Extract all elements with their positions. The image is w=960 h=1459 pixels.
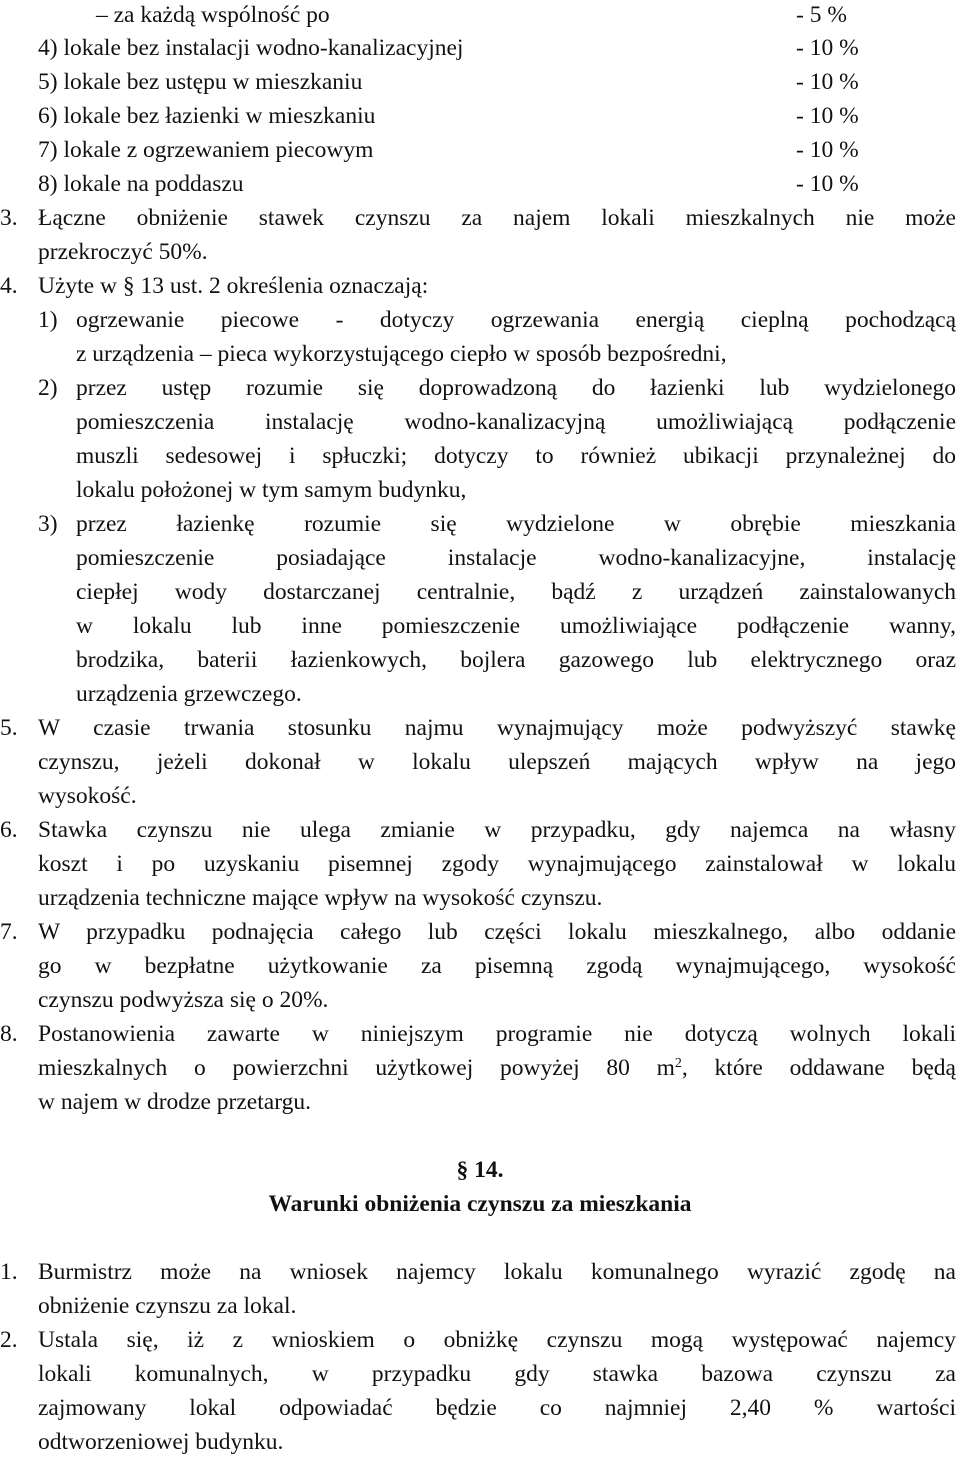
rate-item-label: 6) lokale bez łazienki w mieszkaniu <box>38 103 376 129</box>
definition-number: 1) <box>38 307 58 333</box>
definition-line: brodzika, baterii łazienkowych, bojlera gazowego lub elektrycznego oraz <box>76 647 956 673</box>
superscript: 2 <box>674 1056 682 1071</box>
paragraph-line: czynszu podwyższa się o 20%. <box>38 987 329 1013</box>
paragraph-line: Ustala się, iż z wnioskiem o obniżkę czynszu mogą występować najemcy <box>38 1327 956 1353</box>
rate-item-value: - 10 % <box>796 69 859 95</box>
paragraph-line: czynszu, jeżeli dokonał w lokalu ulepszeń mających wpływ na jego <box>38 749 956 775</box>
definition-line: przez ustęp rozumie się doprowadzoną do łazienki lub wydzielonego <box>76 375 956 401</box>
definition-number: 2) <box>38 375 58 401</box>
paragraph-line: przekroczyć 50%. <box>38 239 208 265</box>
definition-line: z urządzenia – pieca wykorzystującego ciepło w sposób bezpośredni, <box>76 341 727 367</box>
rate-item-value: - 10 % <box>796 137 859 163</box>
paragraph-line: obniżenie czynszu za lokal. <box>38 1293 297 1319</box>
paragraph-line: w najem w drodze przetargu. <box>38 1089 311 1115</box>
section-number: 14. <box>474 1157 504 1183</box>
point-number: 6. <box>0 817 18 843</box>
definition-line: przez łazienkę rozumie się wydzielone w obrębie mieszkania <box>76 511 956 537</box>
rate-item-label: – za każdą wspólność po <box>96 2 330 28</box>
paragraph-line: urządzenia techniczne mające wpływ na wysokość czynszu. <box>38 885 603 911</box>
section-title: Warunki obniżenia czynszu za mieszkania <box>268 1191 692 1217</box>
point-number: 5. <box>0 715 18 741</box>
line-text: , które oddawane będą <box>681 1055 956 1081</box>
definition-line: muszli sedesowej i spłuczki; dotyczy to również ubikacji przynależnej do <box>76 443 956 469</box>
paragraph-line: zajmowany lokal odpowiadać będzie co najmniej 2,40 % wartości <box>38 1395 956 1421</box>
point-number: 8. <box>0 1021 18 1047</box>
definition-line: ogrzewanie piecowe - dotyczy ogrzewania energią cieplną pochodzącą <box>76 307 956 333</box>
intro-text: 13 ust. 2 określenia oznaczają: <box>140 273 429 299</box>
rate-item-label: 7) lokale z ogrzewaniem piecowym <box>38 137 374 163</box>
paragraph-line: odtworzeniowej budynku. <box>38 1429 284 1455</box>
section-sign: § <box>122 273 135 299</box>
rate-item-label: 4) lokale bez instalacji wodno-kanalizacyjnej <box>38 35 464 61</box>
rate-item-value: - 10 % <box>796 35 859 61</box>
definition-line: w lokalu lub inne pomieszczenie umożliwiające podłączenie wanny, <box>76 613 956 639</box>
paragraph-line: Łączne obniżenie stawek czynszu za najem lokali mieszkalnych nie może <box>38 205 956 231</box>
paragraph-line: Stawka czynszu nie ulega zmianie w przypadku, gdy najemca na własny <box>38 817 956 843</box>
rate-item-value: - 10 % <box>796 171 859 197</box>
rate-item-label: 8) lokale na poddaszu <box>38 171 244 197</box>
section-sign: § <box>456 1157 469 1183</box>
point-number: 7. <box>0 919 18 945</box>
rate-item-value: - 10 % <box>796 103 859 129</box>
paragraph-line: W przypadku podnajęcia całego lub części lokalu mieszkalnego, albo oddanie <box>38 919 956 945</box>
paragraph-line <box>38 1051 956 1085</box>
definition-number: 3) <box>38 511 58 537</box>
rate-item-value: - 5 % <box>796 2 847 28</box>
rate-item-label: 5) lokale bez ustępu w mieszkaniu <box>38 69 363 95</box>
paragraph-line: wysokość. <box>38 783 137 809</box>
paragraph-line: Postanowienia zawarte w niniejszym programie nie dotyczą wolnych lokali <box>38 1021 956 1047</box>
line-text: mieszkalnych o powierzchni użytkowej powyżej 80 m <box>38 1055 675 1081</box>
definition-line: ciepłej wody dostarczanej centralnie, bądź z urządzeń zainstalowanych <box>76 579 956 605</box>
paragraph-line: koszt i po uzyskaniu pisemnej zgody wynajmującego zainstalował w lokalu <box>38 851 956 877</box>
definition-line: urządzenia grzewczego. <box>76 681 302 707</box>
definition-line: pomieszczenie posiadające instalacje wodno-kanalizacyjne, instalację <box>76 545 956 571</box>
point-number: 4. <box>0 273 18 299</box>
point-number: 1. <box>0 1259 18 1285</box>
paragraph-line: lokali komunalnych, w przypadku gdy stawka bazowa czynszu za <box>38 1361 956 1387</box>
paragraph-line: W czasie trwania stosunku najmu wynajmujący może podwyższyć stawkę <box>38 715 956 741</box>
paragraph-line: go w bezpłatne użytkowanie za pisemną zgodą wynajmującego, wysokość <box>38 953 956 979</box>
section-heading-number <box>0 1153 960 1187</box>
definition-line: lokalu położonej w tym samym budynku, <box>76 477 467 503</box>
point-4-intro <box>38 269 428 303</box>
point-number: 3. <box>0 205 18 231</box>
intro-text: Użyte w <box>38 273 117 299</box>
point-number: 2. <box>0 1327 18 1353</box>
definition-line: pomieszczenia instalację wodno-kanalizacyjną umożliwiającą podłączenie <box>76 409 956 435</box>
paragraph-line: Burmistrz może na wniosek najemcy lokalu komunalnego wyrazić zgodę na <box>38 1259 956 1285</box>
